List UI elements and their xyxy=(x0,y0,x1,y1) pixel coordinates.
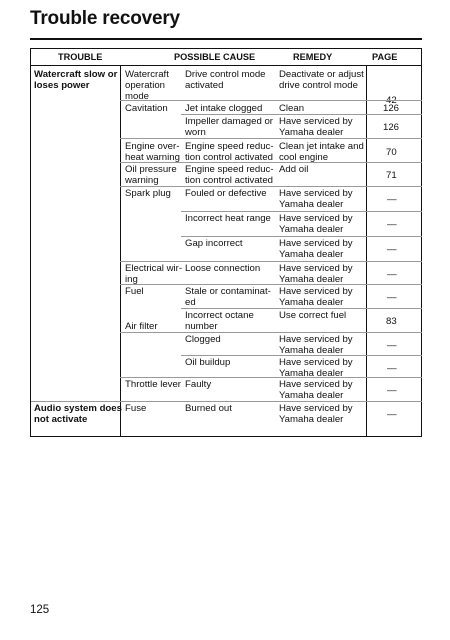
trouble-table xyxy=(30,48,422,437)
remedy-cell: Add oil xyxy=(279,164,309,175)
detail-cell: Incorrect octane number xyxy=(185,310,254,333)
row-divider xyxy=(120,138,422,139)
cause-cell: Oil pressure warning xyxy=(125,164,177,187)
page-cell: 71 xyxy=(386,170,397,181)
page-title: Trouble recovery xyxy=(30,8,180,29)
column-divider xyxy=(120,66,121,436)
cause-cell: Engine over- heat warning xyxy=(125,141,180,164)
detail-cell: Clogged xyxy=(185,334,221,345)
remedy-cell: Use correct fuel xyxy=(279,310,347,321)
row-divider xyxy=(120,162,422,163)
page-number: 125 xyxy=(30,604,50,616)
page-cell: — xyxy=(387,385,397,396)
detail-cell: Fouled or defective xyxy=(185,188,267,199)
remedy-cell: Have serviced by Yamaha dealer xyxy=(279,263,353,286)
row-divider xyxy=(120,332,422,333)
row-divider xyxy=(120,261,422,262)
detail-cell: Loose connection xyxy=(185,263,261,274)
page-cell: — xyxy=(387,340,397,351)
row-divider xyxy=(181,236,422,237)
detail-cell: Jet intake clogged xyxy=(185,103,263,114)
cause-cell: Fuel xyxy=(125,286,144,297)
page-cell: — xyxy=(387,244,397,255)
detail-cell: Drive control mode activated xyxy=(185,69,266,92)
page-cell: — xyxy=(387,269,397,280)
detail-cell: Incorrect heat range xyxy=(185,213,271,224)
row-divider xyxy=(31,401,422,402)
remedy-cell: Clean xyxy=(279,103,305,114)
remedy-cell: Have serviced by Yamaha dealer xyxy=(279,357,353,380)
detail-cell: Engine speed reduc- tion control activated xyxy=(185,164,274,187)
trouble-cell: Watercraft slow or loses power xyxy=(34,69,118,92)
page-cell: 83 xyxy=(386,316,397,327)
title-rule xyxy=(30,38,422,40)
row-divider xyxy=(120,100,422,101)
remedy-cell: Have serviced by Yamaha dealer xyxy=(279,286,353,309)
detail-cell: Burned out xyxy=(185,403,232,414)
row-divider xyxy=(181,114,422,115)
header-page: PAGE xyxy=(372,52,398,62)
page-cell: — xyxy=(387,409,397,420)
remedy-cell: Have serviced by Yamaha dealer xyxy=(279,403,353,426)
row-divider xyxy=(181,308,422,309)
cause-cell: Cavitation xyxy=(125,103,168,114)
remedy-cell: Have serviced by Yamaha dealer xyxy=(279,188,353,211)
cause-cell: Watercraft operation mode xyxy=(125,69,169,103)
row-divider xyxy=(181,211,422,212)
page-cell: — xyxy=(387,194,397,205)
page-cell: 70 xyxy=(386,147,397,158)
remedy-cell: Have serviced by Yamaha dealer xyxy=(279,213,353,236)
remedy-cell: Have serviced by Yamaha dealer xyxy=(279,379,353,402)
trouble-cell: Audio system does not activate xyxy=(34,403,122,426)
detail-cell: Stale or contaminat- ed xyxy=(185,286,271,309)
page-cell: — xyxy=(387,363,397,374)
remedy-cell: Have serviced by Yamaha dealer xyxy=(279,116,353,139)
cause-cell: Throttle lever xyxy=(125,379,181,390)
detail-cell: Impeller damaged or worn xyxy=(185,116,273,139)
page-cell: 126 xyxy=(383,122,400,133)
header-trouble: TROUBLE xyxy=(58,52,103,62)
row-divider xyxy=(120,186,422,187)
cause-cell: Air filter xyxy=(125,321,158,332)
detail-cell: Faulty xyxy=(185,379,212,390)
remedy-cell: Have serviced by Yamaha dealer xyxy=(279,334,353,357)
detail-cell: Engine speed reduc- tion control activated xyxy=(185,141,274,164)
detail-cell: Gap incorrect xyxy=(185,238,243,249)
row-divider xyxy=(120,284,422,285)
column-divider xyxy=(366,66,367,436)
page-cell: — xyxy=(387,292,397,303)
cause-cell: Electrical wir- ing xyxy=(125,263,183,286)
header-possible-cause: POSSIBLE CAUSE xyxy=(174,52,256,62)
header-remedy: REMEDY xyxy=(293,52,333,62)
row-divider xyxy=(120,377,422,378)
page-cell: 126 xyxy=(383,103,400,114)
table-header xyxy=(31,49,421,66)
detail-cell: Oil buildup xyxy=(185,357,231,368)
page-cell: — xyxy=(387,219,397,230)
page-cell: 42 xyxy=(386,95,397,106)
cause-cell: Spark plug xyxy=(125,188,171,199)
table-body xyxy=(31,66,421,436)
remedy-cell: Deactivate or adjust drive control mode xyxy=(279,69,364,92)
cause-cell: Fuse xyxy=(125,403,147,414)
remedy-cell: Have serviced by Yamaha dealer xyxy=(279,238,353,261)
remedy-cell: Clean jet intake and cool engine xyxy=(279,141,364,164)
row-divider xyxy=(181,355,422,356)
